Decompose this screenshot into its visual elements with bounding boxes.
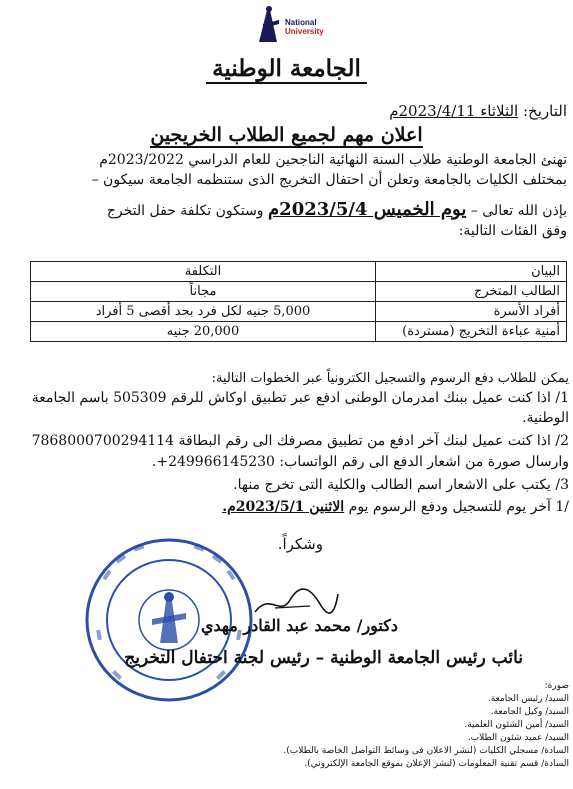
table-row xyxy=(31,282,567,302)
date-label: التاريخ: xyxy=(523,102,567,120)
payment-step-2a: 2/ اذا كنت عميل لبنك آخر ادفع من تطبيق مصرفك الى رقم البطاقة 7868000700294114 xyxy=(31,433,569,449)
cc-item: السادة/ قسم تقنية المعلومات (لنشر الإعلان بموقع الجامعة الإلكتروني). xyxy=(304,759,569,769)
ceremony-date: يوم الخميس 2023/5/4م xyxy=(268,199,467,220)
logo-emblem-icon xyxy=(255,4,285,46)
signatory-position: نائب رئيس الجامعة الوطنية – رئيس لجنة احتفال التخريج xyxy=(124,648,523,668)
signatory-name: دكتور/ محمد عبد القادر مهدي xyxy=(200,616,398,635)
payment-deadline xyxy=(180,498,569,517)
cc-item: السيد/ عميد شئون الطلاب. xyxy=(467,733,569,743)
fees-table xyxy=(30,261,567,342)
table-cell: 5,000 جنيه لكل فرد بحد أقصى 5 أفراد xyxy=(31,302,376,322)
document-date xyxy=(389,102,567,120)
table-row xyxy=(31,322,567,342)
table-cell: مجاناً xyxy=(31,282,376,302)
table-cell: 20,000 جنيه xyxy=(31,322,376,342)
university-logo xyxy=(255,4,345,46)
date-value: الثلاثاء 2023/4/11م xyxy=(389,102,519,120)
payment-step-3: 3/ يكتب على الاشعار اسم الطالب والكلية التى تخرج منها. xyxy=(233,477,569,493)
thanks-text: وشكراً. xyxy=(277,535,323,553)
body-line-2: بمختلف الكليات بالجامعة وتعلن أن احتفال التخريج الذى ستنظمه الجامعة سيكون – xyxy=(91,172,567,188)
payment-step-2b: وارسال صورة من اشعار الدفع الى رقم الواتساب: 249966145230+. xyxy=(151,454,569,470)
table-header-item: البيان xyxy=(376,262,567,282)
body-line-3-pre: بإذن الله تعالى – xyxy=(470,203,567,219)
cc-item: السيد/ وكيل الجامعة. xyxy=(490,707,569,717)
body-line-3-post: وستكون تكلفة حفل التخرج xyxy=(106,203,264,219)
announcement-title: اعلان مهم لجميع الطلاب الخريجين xyxy=(150,124,423,146)
table-header-cost: التكلفة xyxy=(31,262,376,282)
university-title: الجامعة الوطنية xyxy=(0,55,573,82)
cc-label: صورة: xyxy=(544,681,569,691)
cc-item: السيد/ أمين الشئون العلمية. xyxy=(464,720,569,730)
deadline-label: /1 آخر يوم للتسجيل ودفع الرسوم يوم xyxy=(348,499,569,515)
logo-text-national: National xyxy=(285,18,317,27)
deadline-date: الاثنين 2023/5/1م. xyxy=(222,499,345,515)
payment-step-1b: الوطنية. xyxy=(522,410,569,426)
table-header-row xyxy=(31,262,567,282)
cc-item: السادة/ مسجلي الكليات (لنشر الاعلان فى وسائط التواصل الخاصة بالطلاب). xyxy=(283,746,569,756)
cc-item: السيد/ رئيس الجامعة. xyxy=(487,694,569,704)
logo-text-university: University xyxy=(285,27,324,36)
body-line-3 xyxy=(4,200,567,221)
table-row xyxy=(31,302,567,322)
table-cell: أفراد الأسرة xyxy=(376,302,567,322)
table-cell: أمنية عباءة التخريج (مستردة) xyxy=(376,322,567,342)
body-line-1: تهنئ الجامعة الوطنية طلاب السنة النهائية الناجحين للعام الدراسي 2023/2022م xyxy=(99,152,567,168)
payment-intro: يمكن للطلاب دفع الرسوم والتسجيل الكترونياً عبر الخطوات التالية: xyxy=(211,371,569,386)
table-cell: الطالب المتخرج xyxy=(376,282,567,302)
payment-step-1a: 1/ اذا كنت عميل ببنك امدرمان الوطنى ادفع عبر تطبيق اوكاش للرقم 505309 باسم الجامعة xyxy=(31,390,569,406)
body-line-4: وفق الفئات التالية: xyxy=(458,223,567,239)
